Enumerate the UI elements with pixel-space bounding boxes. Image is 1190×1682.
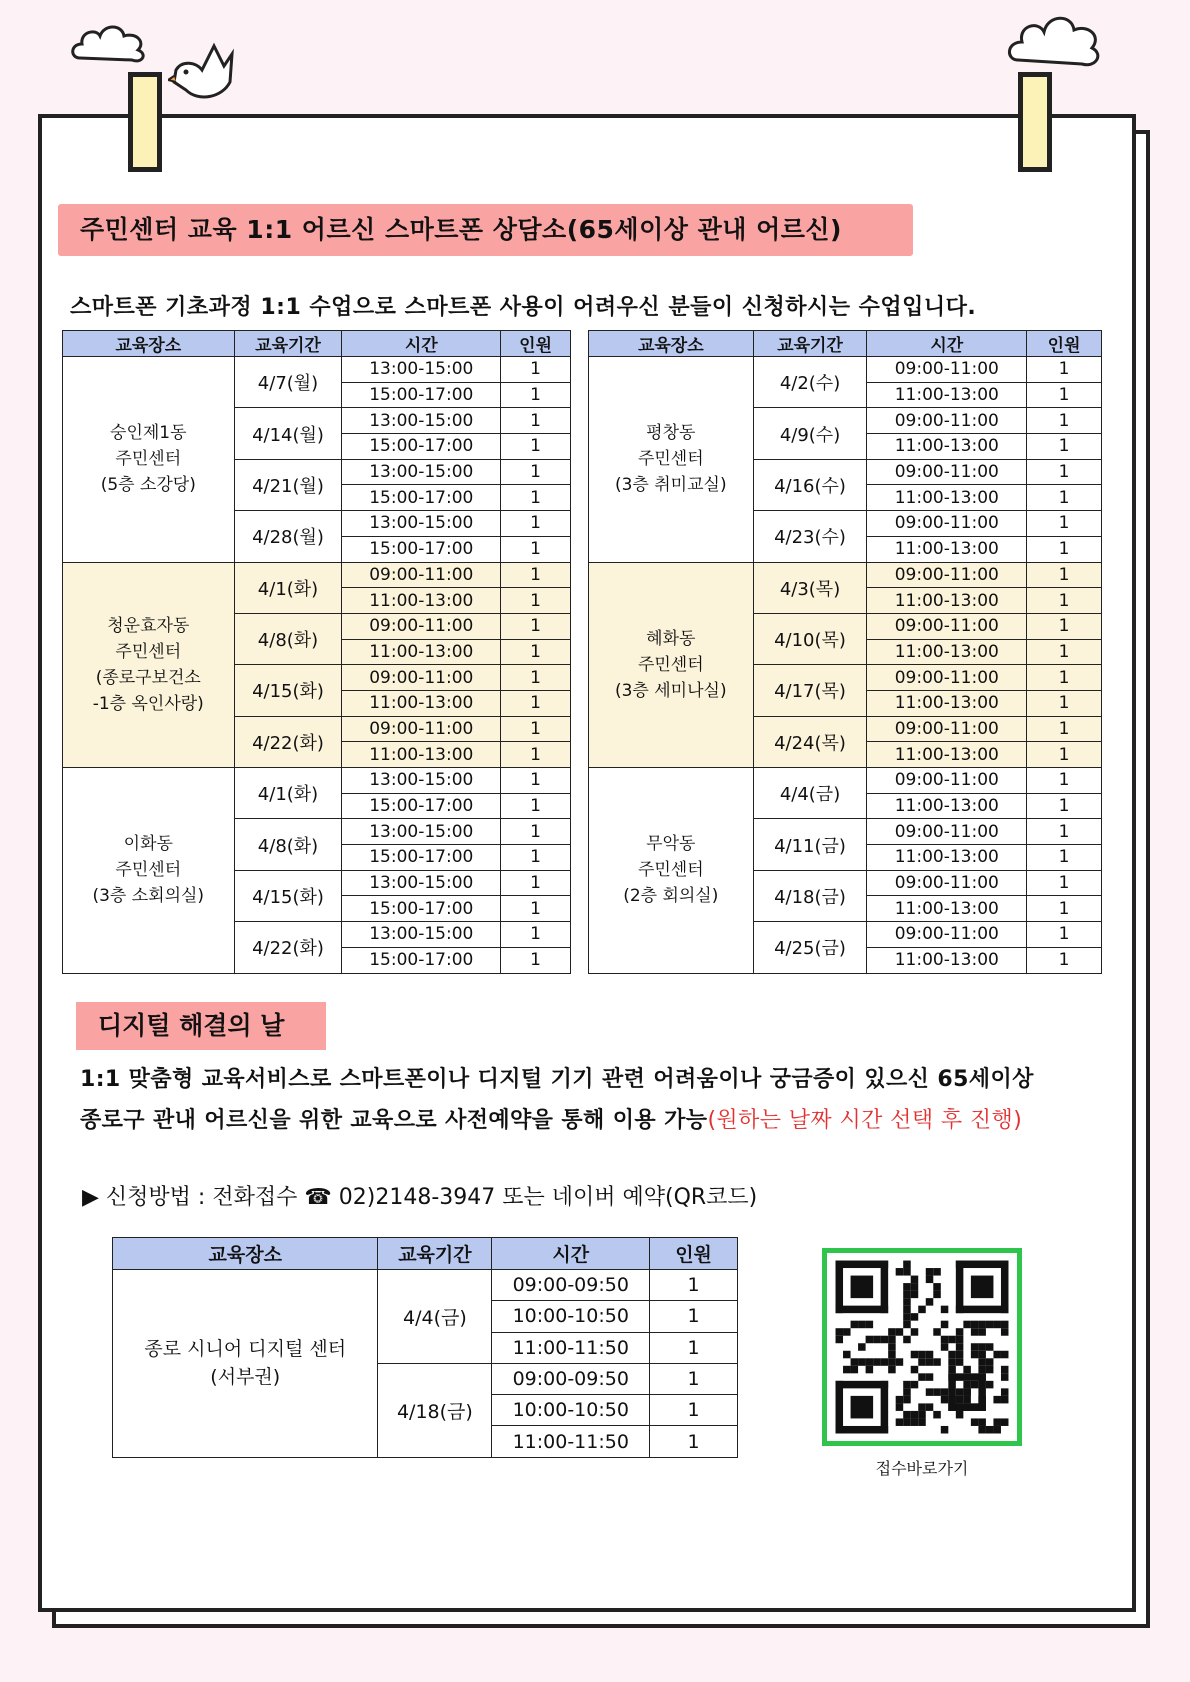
count-cell: 1 bbox=[501, 434, 571, 460]
count-cell: 1 bbox=[501, 768, 571, 794]
date-cell: 4/9(수) bbox=[753, 408, 867, 459]
count-cell: 1 bbox=[1027, 845, 1102, 871]
time-cell: 09:00-11:00 bbox=[342, 716, 501, 742]
count-cell: 1 bbox=[501, 511, 571, 537]
count-cell: 1 bbox=[1027, 947, 1102, 973]
count-cell: 1 bbox=[1027, 459, 1102, 485]
count-cell: 1 bbox=[1027, 742, 1102, 768]
time-cell: 09:00-11:00 bbox=[342, 562, 501, 588]
place-line: 종로 시니어 디지털 센터 bbox=[144, 1338, 347, 1361]
header-time: 시간 bbox=[492, 1238, 650, 1270]
count-cell: 1 bbox=[501, 665, 571, 691]
count-cell: 1 bbox=[501, 870, 571, 896]
time-cell: 15:00-17:00 bbox=[342, 947, 501, 973]
header-place: 교육장소 bbox=[589, 331, 754, 357]
count-cell: 1 bbox=[501, 845, 571, 871]
time-cell: 13:00-15:00 bbox=[342, 768, 501, 794]
place-line: (2층 회의실) bbox=[623, 886, 719, 907]
time-cell: 09:00-09:50 bbox=[492, 1363, 650, 1394]
time-cell: 09:00-11:00 bbox=[867, 613, 1027, 639]
time-cell: 11:00-13:00 bbox=[342, 690, 501, 716]
date-cell: 4/2(수) bbox=[753, 357, 867, 408]
table-header-row bbox=[589, 331, 1102, 357]
count-cell: 1 bbox=[501, 742, 571, 768]
count-cell: 1 bbox=[1027, 819, 1102, 845]
place-cell bbox=[63, 357, 235, 563]
count-cell: 1 bbox=[1027, 382, 1102, 408]
place-cell bbox=[589, 562, 754, 768]
place-line: (5층 소강당) bbox=[100, 475, 196, 496]
time-cell: 09:00-11:00 bbox=[867, 665, 1027, 691]
place-line: 혜화동 bbox=[646, 628, 696, 649]
place-line: 청운효자동 bbox=[107, 615, 190, 636]
count-cell: 1 bbox=[650, 1301, 738, 1332]
date-cell: 4/25(금) bbox=[753, 922, 867, 973]
time-cell: 15:00-17:00 bbox=[342, 793, 501, 819]
phone-icon: ☎ bbox=[304, 1185, 332, 1210]
apply-method bbox=[82, 1180, 757, 1211]
date-cell: 4/8(화) bbox=[234, 819, 342, 870]
time-cell: 11:00-11:50 bbox=[492, 1426, 650, 1457]
header-place: 교육장소 bbox=[113, 1238, 378, 1270]
place-line: 무악동 bbox=[646, 834, 696, 855]
date-cell: 4/10(목) bbox=[753, 613, 867, 664]
date-cell: 4/3(목) bbox=[753, 562, 867, 613]
count-cell: 1 bbox=[650, 1363, 738, 1394]
place-line: (종로구보건소 bbox=[95, 667, 201, 688]
place-line: -1층 옥인사랑) bbox=[92, 693, 204, 714]
place-line: 주민센터 bbox=[115, 860, 182, 881]
date-cell: 4/15(화) bbox=[234, 665, 342, 716]
date-cell: 4/11(금) bbox=[753, 819, 867, 870]
section2-line2 bbox=[80, 1103, 1022, 1134]
place-line: 주민센터 bbox=[637, 449, 704, 470]
count-cell: 1 bbox=[1027, 613, 1102, 639]
place-line: (3층 소회의실) bbox=[92, 886, 205, 907]
table-header-row bbox=[63, 331, 571, 357]
time-cell: 11:00-13:00 bbox=[342, 639, 501, 665]
count-cell: 1 bbox=[1027, 562, 1102, 588]
date-cell: 4/1(화) bbox=[234, 768, 342, 819]
section1-title: 주민센터 교육 1:1 어르신 스마트폰 상담소(65세이상 관내 어르신) bbox=[58, 204, 913, 256]
count-cell: 1 bbox=[501, 793, 571, 819]
count-cell: 1 bbox=[1027, 639, 1102, 665]
header-count: 인원 bbox=[650, 1238, 738, 1270]
qr-code-icon bbox=[827, 1253, 1017, 1441]
date-cell: 4/14(월) bbox=[234, 408, 342, 459]
count-cell: 1 bbox=[1027, 357, 1102, 383]
place-line: 주민센터 bbox=[637, 654, 704, 675]
header-period: 교육기간 bbox=[753, 331, 867, 357]
time-cell: 11:00-11:50 bbox=[492, 1332, 650, 1363]
arrow-right-icon: ▶ bbox=[82, 1185, 99, 1210]
count-cell: 1 bbox=[1027, 511, 1102, 537]
count-cell: 1 bbox=[501, 639, 571, 665]
count-cell: 1 bbox=[1027, 408, 1102, 434]
table-row bbox=[63, 357, 571, 383]
header-time: 시간 bbox=[342, 331, 501, 357]
table-row bbox=[113, 1270, 738, 1301]
time-cell: 09:00-11:00 bbox=[867, 716, 1027, 742]
count-cell: 1 bbox=[501, 896, 571, 922]
time-cell: 13:00-15:00 bbox=[342, 819, 501, 845]
time-cell: 15:00-17:00 bbox=[342, 485, 501, 511]
time-cell: 13:00-15:00 bbox=[342, 511, 501, 537]
time-cell: 13:00-15:00 bbox=[342, 922, 501, 948]
table-row bbox=[589, 768, 1102, 794]
time-cell: 09:00-11:00 bbox=[867, 922, 1027, 948]
time-cell: 11:00-13:00 bbox=[342, 588, 501, 614]
time-cell: 09:00-11:00 bbox=[867, 768, 1027, 794]
count-cell: 1 bbox=[650, 1270, 738, 1301]
count-cell: 1 bbox=[1027, 896, 1102, 922]
place-cell bbox=[63, 768, 235, 974]
date-cell: 4/16(수) bbox=[753, 459, 867, 510]
count-cell: 1 bbox=[501, 562, 571, 588]
date-cell: 4/18(금) bbox=[378, 1363, 492, 1457]
digital-center-table bbox=[112, 1237, 738, 1458]
date-cell: 4/1(화) bbox=[234, 562, 342, 613]
time-cell: 15:00-17:00 bbox=[342, 382, 501, 408]
count-cell: 1 bbox=[501, 459, 571, 485]
time-cell: 09:00-11:00 bbox=[867, 459, 1027, 485]
count-cell: 1 bbox=[1027, 665, 1102, 691]
count-cell: 1 bbox=[501, 716, 571, 742]
table-row bbox=[589, 357, 1102, 383]
time-cell: 15:00-17:00 bbox=[342, 536, 501, 562]
header-place: 교육장소 bbox=[63, 331, 235, 357]
time-cell: 10:00-10:50 bbox=[492, 1301, 650, 1332]
date-cell: 4/22(화) bbox=[234, 716, 342, 767]
schedule-table-right bbox=[588, 330, 1102, 974]
section1-description: 스마트폰 기초과정 1:1 수업으로 스마트폰 사용이 어려우신 분들이 신청하시는 수업입니다. bbox=[70, 295, 977, 320]
header-time: 시간 bbox=[867, 331, 1027, 357]
clip-left bbox=[128, 72, 162, 172]
count-cell: 1 bbox=[1027, 588, 1102, 614]
count-cell: 1 bbox=[1027, 922, 1102, 948]
time-cell: 09:00-11:00 bbox=[342, 613, 501, 639]
qr-caption[interactable]: 접수바로가기 bbox=[875, 1459, 969, 1478]
section2-title: 디지털 해결의 날 bbox=[76, 1002, 326, 1050]
count-cell: 1 bbox=[501, 947, 571, 973]
schedule-table-left bbox=[62, 330, 571, 974]
count-cell: 1 bbox=[501, 382, 571, 408]
time-cell: 11:00-13:00 bbox=[867, 382, 1027, 408]
place-line: 숭인제1동 bbox=[110, 423, 187, 444]
place-cell bbox=[113, 1270, 378, 1458]
place-line: (3층 세미나실) bbox=[614, 680, 727, 701]
time-cell: 13:00-15:00 bbox=[342, 870, 501, 896]
date-cell: 4/18(금) bbox=[753, 870, 867, 921]
time-cell: 09:00-11:00 bbox=[867, 870, 1027, 896]
time-cell: 11:00-13:00 bbox=[867, 588, 1027, 614]
count-cell: 1 bbox=[501, 357, 571, 383]
count-cell: 1 bbox=[501, 922, 571, 948]
cloud-icon bbox=[1006, 10, 1106, 72]
time-cell: 11:00-13:00 bbox=[867, 845, 1027, 871]
count-cell: 1 bbox=[1027, 768, 1102, 794]
time-cell: 11:00-13:00 bbox=[867, 639, 1027, 665]
date-cell: 4/22(화) bbox=[234, 922, 342, 973]
place-cell bbox=[589, 768, 754, 974]
header-count: 인원 bbox=[501, 331, 571, 357]
count-cell: 1 bbox=[501, 536, 571, 562]
time-cell: 09:00-11:00 bbox=[867, 357, 1027, 383]
table-header-row bbox=[113, 1238, 738, 1270]
table-row bbox=[63, 562, 571, 588]
header-period: 교육기간 bbox=[378, 1238, 492, 1270]
apply-label: 신청방법 : 전화접수 bbox=[105, 1185, 298, 1210]
cloud-icon bbox=[70, 20, 150, 68]
date-cell: 4/21(월) bbox=[234, 459, 342, 510]
place-line: (서부권) bbox=[210, 1366, 281, 1389]
time-cell: 09:00-11:00 bbox=[342, 665, 501, 691]
date-cell: 4/4(금) bbox=[378, 1270, 492, 1364]
count-cell: 1 bbox=[650, 1332, 738, 1363]
date-cell: 4/23(수) bbox=[753, 511, 867, 562]
time-cell: 11:00-13:00 bbox=[867, 793, 1027, 819]
count-cell: 1 bbox=[1027, 485, 1102, 511]
count-cell: 1 bbox=[501, 408, 571, 434]
time-cell: 11:00-13:00 bbox=[867, 947, 1027, 973]
place-line: 주민센터 bbox=[637, 860, 704, 881]
place-line: 평창동 bbox=[646, 423, 696, 444]
header-count: 인원 bbox=[1027, 331, 1102, 357]
time-cell: 13:00-15:00 bbox=[342, 357, 501, 383]
place-cell bbox=[63, 562, 235, 768]
place-line: (3층 취미교실) bbox=[614, 475, 727, 496]
apply-phone[interactable]: 02)2148-3947 또는 네이버 예약(QR코드) bbox=[338, 1185, 758, 1210]
date-cell: 4/28(월) bbox=[234, 511, 342, 562]
count-cell: 1 bbox=[1027, 716, 1102, 742]
time-cell: 15:00-17:00 bbox=[342, 434, 501, 460]
time-cell: 10:00-10:50 bbox=[492, 1395, 650, 1426]
count-cell: 1 bbox=[501, 819, 571, 845]
time-cell: 09:00-11:00 bbox=[867, 562, 1027, 588]
count-cell: 1 bbox=[501, 485, 571, 511]
qr-code[interactable] bbox=[822, 1248, 1022, 1446]
place-line: 주민센터 bbox=[115, 449, 182, 470]
count-cell: 1 bbox=[650, 1426, 738, 1457]
time-cell: 09:00-11:00 bbox=[867, 511, 1027, 537]
time-cell: 11:00-13:00 bbox=[867, 690, 1027, 716]
count-cell: 1 bbox=[650, 1395, 738, 1426]
time-cell: 13:00-15:00 bbox=[342, 408, 501, 434]
bird-icon bbox=[168, 42, 248, 110]
place-cell bbox=[589, 357, 754, 563]
section2-line1: 1:1 맞춤형 교육서비스로 스마트폰이나 디지털 기기 관련 어려움이나 궁금증이 있으신 65세이상 bbox=[80, 1067, 1034, 1092]
count-cell: 1 bbox=[1027, 536, 1102, 562]
table-row bbox=[63, 768, 571, 794]
header-period: 교육기간 bbox=[234, 331, 342, 357]
count-cell: 1 bbox=[1027, 434, 1102, 460]
time-cell: 13:00-15:00 bbox=[342, 459, 501, 485]
date-cell: 4/15(화) bbox=[234, 870, 342, 921]
time-cell: 11:00-13:00 bbox=[867, 742, 1027, 768]
date-cell: 4/4(금) bbox=[753, 768, 867, 819]
table-row bbox=[589, 562, 1102, 588]
time-cell: 09:00-11:00 bbox=[867, 408, 1027, 434]
clip-right bbox=[1018, 72, 1052, 172]
place-line: 주민센터 bbox=[115, 641, 182, 662]
time-cell: 09:00-09:50 bbox=[492, 1270, 650, 1301]
time-cell: 11:00-13:00 bbox=[867, 485, 1027, 511]
time-cell: 11:00-13:00 bbox=[867, 434, 1027, 460]
date-cell: 4/7(월) bbox=[234, 357, 342, 408]
place-line: 이화동 bbox=[123, 834, 173, 855]
time-cell: 11:00-13:00 bbox=[342, 742, 501, 768]
count-cell: 1 bbox=[1027, 793, 1102, 819]
section2-line2-note: (원하는 날짜 시간 선택 후 진행) bbox=[707, 1108, 1023, 1133]
count-cell: 1 bbox=[1027, 690, 1102, 716]
date-cell: 4/24(목) bbox=[753, 716, 867, 767]
count-cell: 1 bbox=[1027, 870, 1102, 896]
count-cell: 1 bbox=[501, 613, 571, 639]
time-cell: 15:00-17:00 bbox=[342, 896, 501, 922]
count-cell: 1 bbox=[501, 588, 571, 614]
time-cell: 15:00-17:00 bbox=[342, 845, 501, 871]
time-cell: 11:00-13:00 bbox=[867, 896, 1027, 922]
time-cell: 09:00-11:00 bbox=[867, 819, 1027, 845]
count-cell: 1 bbox=[501, 690, 571, 716]
time-cell: 11:00-13:00 bbox=[867, 536, 1027, 562]
date-cell: 4/17(목) bbox=[753, 665, 867, 716]
date-cell: 4/8(화) bbox=[234, 613, 342, 664]
section2-line2-text: 종로구 관내 어르신을 위한 교육으로 사전예약을 통해 이용 가능 bbox=[80, 1108, 708, 1133]
